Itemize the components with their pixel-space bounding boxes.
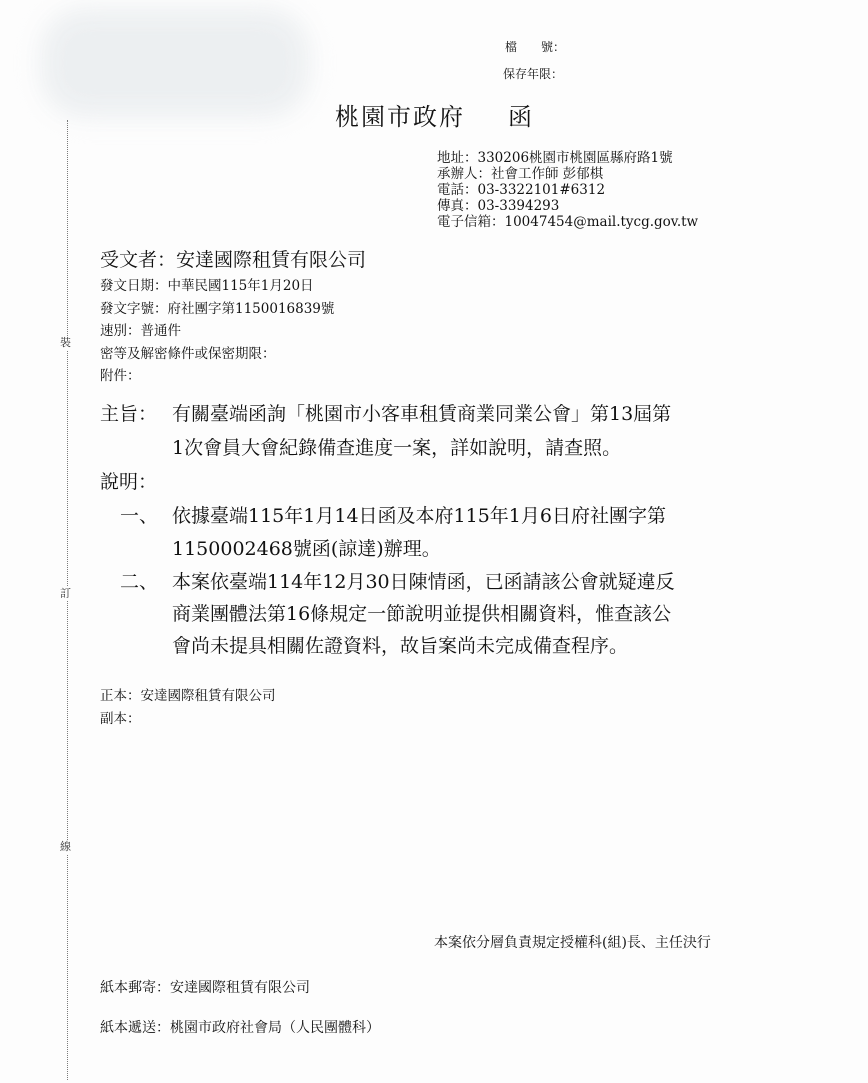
classification: 密等及解密條件或保密期限：	[100, 345, 276, 362]
explanation-item-2-line-2: 商業團體法第16條規定一節說明並提供相關資料，惟查該公	[172, 603, 672, 625]
explanation-item-2-line-1: 本案依臺端114年12月30日陳情函，已函請該公會就疑違反	[172, 571, 675, 593]
explanation-item-1-line-1: 依據臺端115年1月14日函及本府115年1月6日府社團字第	[172, 505, 666, 527]
contact-fax: 傳真：03-3394293	[437, 198, 560, 214]
document-title-org: 桃園市政府	[335, 103, 465, 131]
document-number: 發文字號：府社團字第1150016839號	[100, 300, 335, 317]
redacted-area	[40, 8, 310, 118]
binding-mark-ding: 訂	[60, 587, 71, 600]
copy-recipient: 副本：	[100, 711, 141, 727]
binding-mark-zhuang: 裝	[60, 336, 71, 349]
contact-handler: 承辦人：社會工作師 彭郁棋	[437, 166, 604, 182]
authorization-note: 本案依分層負責規定授權科(組)長、主任決行	[434, 935, 711, 951]
contact-email: 電子信箱：10047454@mail.tycg.gov.tw	[437, 214, 699, 230]
contact-phone: 電話：03-3322101#6312	[437, 182, 606, 198]
retention-period-label: 保存年限：	[503, 67, 564, 81]
explanation-item-1-number: 一、	[120, 505, 159, 527]
subject-label: 主旨：	[100, 403, 158, 425]
explanation-item-1-line-2: 1150002468號函(諒達)辦理。	[172, 538, 441, 560]
explanation-item-2-line-3: 會尚未提具相關佐證資料，故旨案尚未完成備查程序。	[172, 635, 629, 657]
paper-delivery: 紙本遞送：桃園市政府社會局（人民團體科）	[100, 1020, 380, 1036]
contact-address: 地址：330206桃園市桃園區縣府路1號	[437, 150, 673, 166]
binding-mark-xian: 線	[60, 840, 71, 853]
delivery-speed: 速別：普通件	[100, 323, 181, 339]
paper-mail: 紙本郵寄：安達國際租賃有限公司	[100, 980, 310, 996]
contact-block	[437, 150, 698, 230]
meta-block	[100, 275, 334, 388]
subject-line-2: 1次會員大會紀錄備查進度一案，詳如說明，請查照。	[172, 437, 622, 459]
document-title-type: 函	[508, 103, 534, 131]
issue-date: 發文日期：中華民國115年1月20日	[100, 278, 314, 294]
file-number-label: 檔 號：	[505, 40, 566, 54]
attachment: 附件：	[100, 368, 141, 384]
original-recipient: 正本：安達國際租賃有限公司	[100, 688, 276, 704]
recipient: 受文者：安達國際租賃有限公司	[100, 249, 367, 271]
explanation-item-2-number: 二、	[120, 571, 159, 593]
explanation-label: 說明：	[100, 471, 158, 493]
subject-line-1: 有關臺端函詢「桃園市小客車租賃商業同業公會」第13屆第	[172, 403, 672, 425]
